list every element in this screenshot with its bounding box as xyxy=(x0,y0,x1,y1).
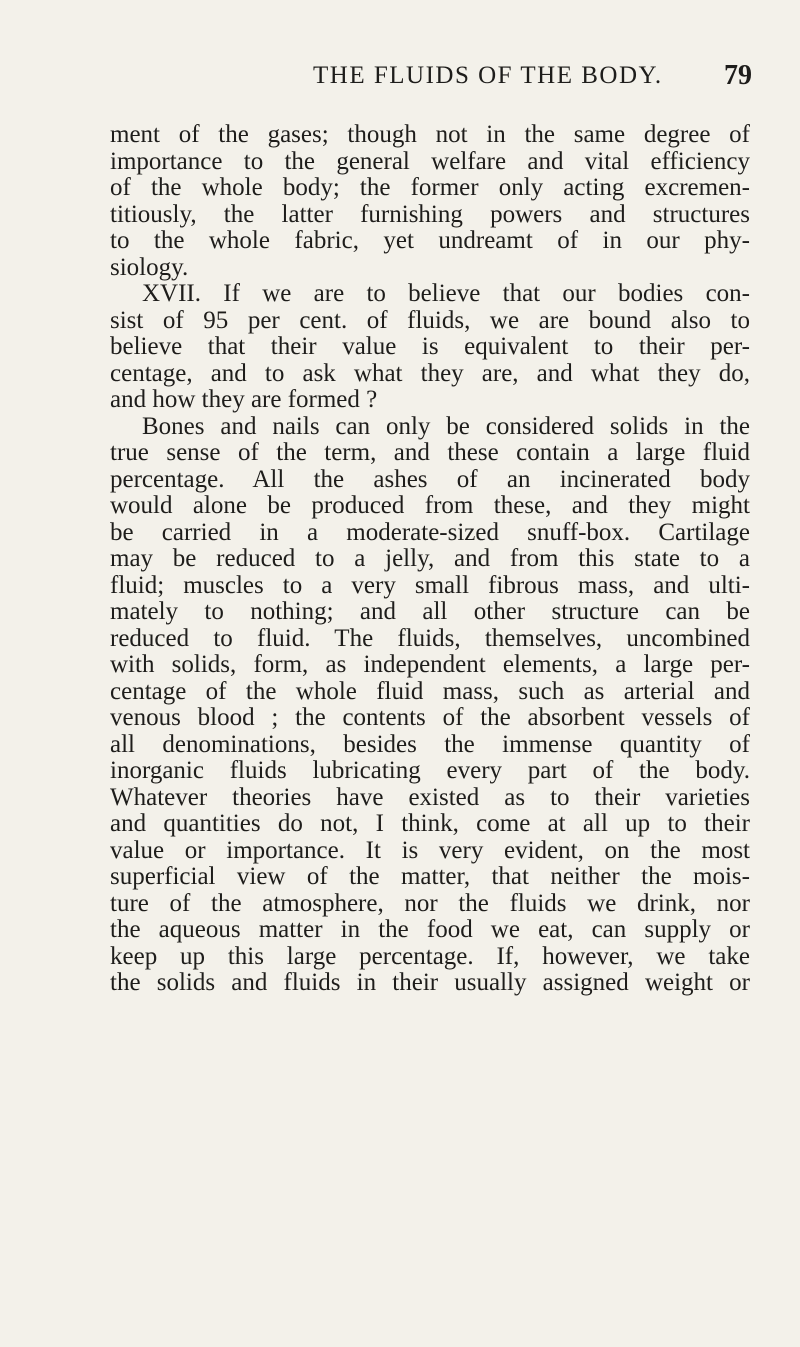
text-line: Whatever theories have existed as to their varieties xyxy=(110,783,750,811)
text-line: of the whole body; the former only acting excremen- xyxy=(110,174,750,201)
text-line: venous blood ; the contents of the absorbent vessels of xyxy=(110,704,750,731)
text-line: inorganic fluids lubricating every part of the body. xyxy=(110,757,750,784)
text-line: titiously, the latter furnishing powers and structures xyxy=(110,200,750,228)
body-text xyxy=(110,122,750,997)
text-line: siology. xyxy=(110,253,189,281)
text-line: true sense of the term, and these contain a large fluid xyxy=(110,439,750,466)
text-line: the solids and fluids in their usually assigned weight or xyxy=(110,969,750,996)
text-line: ture of the atmosphere, nor the fluids we drink, nor xyxy=(110,889,750,917)
text-line: to the whole fabric, yet undreamt of in our phy- xyxy=(110,227,750,254)
text-line: believe that their value is equivalent to their per- xyxy=(110,333,750,360)
text-line: centage of the whole fluid mass, such as arterial and xyxy=(110,677,750,705)
text-line: percentage. All the ashes of an incinerated body xyxy=(110,465,750,493)
text-line: mately to nothing; and all other structure can be xyxy=(110,598,750,625)
text-line: may be reduced to a jelly, and from this state to a xyxy=(110,545,750,572)
text-line: superficial view of the matter, that neither the mois- xyxy=(110,863,750,890)
text-line: with solids, form, as independent elements, a large per- xyxy=(110,651,750,678)
text-line: and how they are formed ? xyxy=(110,386,378,413)
text-line: value or importance. It is very evident, on the most xyxy=(110,836,750,864)
text-line: reduced to fluid. The fluids, themselves, uncombined xyxy=(110,624,750,652)
text-line: XVII. If we are to believe that our bodies con- xyxy=(142,280,750,307)
text-line: would alone be produced from these, and they might xyxy=(110,492,750,519)
text-line: keep up this large percentage. If, however, we take xyxy=(110,942,750,970)
text-line: the aqueous matter in the food we eat, can supply or xyxy=(110,916,750,943)
page-number: 79 xyxy=(724,60,752,91)
text-line: Bones and nails can only be considered solids in the xyxy=(142,412,750,440)
text-line: ment of the gases; though not in the same degree of xyxy=(110,121,750,148)
running-head xyxy=(108,60,752,104)
text-line: fluid; muscles to a very small fibrous mass, and ulti- xyxy=(110,571,750,599)
text-line: all denominations, besides the immense quantity of xyxy=(110,730,750,758)
text-line: and quantities do not, I think, come at all up to their xyxy=(110,810,750,837)
text-line: sist of 95 per cent. of fluids, we are bound also to xyxy=(110,306,750,334)
running-head-title: THE FLUIDS OF THE BODY. xyxy=(313,62,663,89)
text-line: centage, and to ask what they are, and what they do, xyxy=(110,359,750,387)
text-line: be carried in a moderate-sized snuff-box. Cartilage xyxy=(110,518,750,546)
text-line: importance to the general welfare and vital efficiency xyxy=(110,147,750,175)
